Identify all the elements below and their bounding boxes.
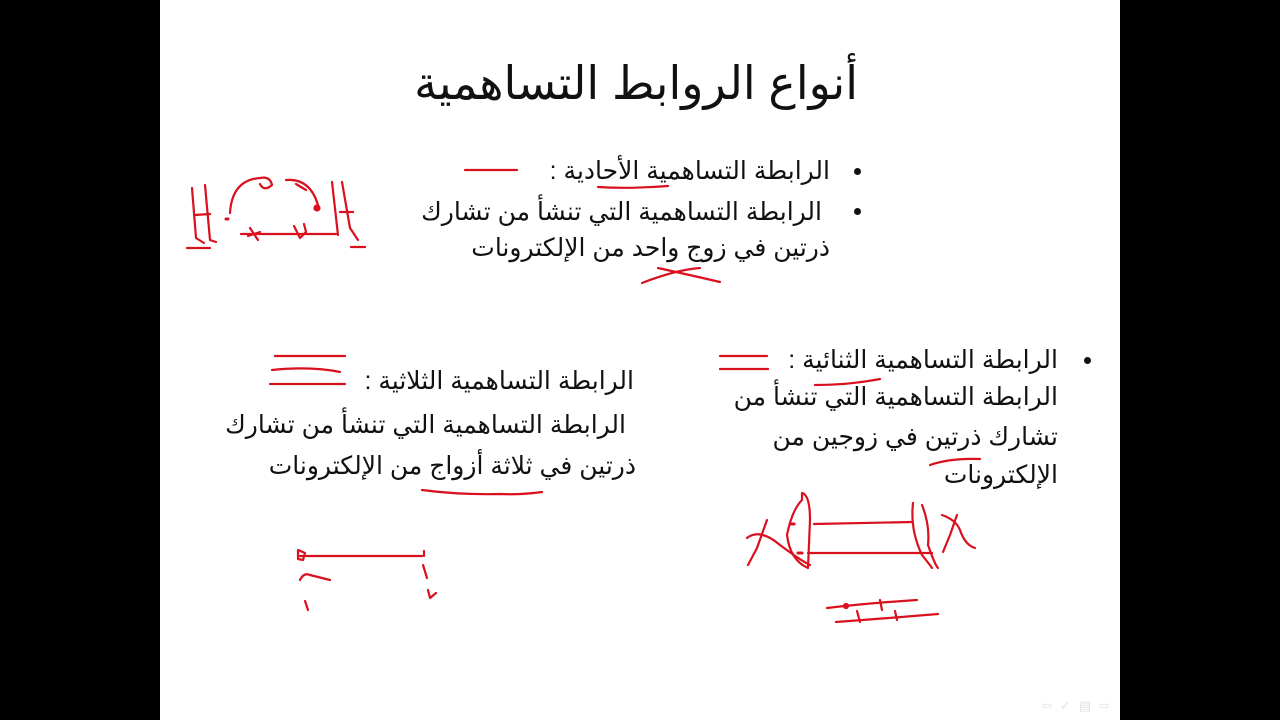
pen-tool-icon[interactable]: ✓ <box>1059 699 1071 714</box>
slideshow-nav <box>1041 699 1110 714</box>
bullet-single-heading <box>854 168 861 175</box>
x2-diagram <box>747 493 975 622</box>
previous-slide-icon[interactable]: ⇦ <box>1040 699 1052 714</box>
next-slide-icon[interactable]: ⇨ <box>1099 699 1110 714</box>
double-bond-heading: الرابطة التساهمية الثنائية : <box>788 346 1058 374</box>
single-bond-definition-line1: الرابطة التساهمية التي تنشأ من تشارك <box>421 198 822 226</box>
h2-diagram <box>187 178 365 248</box>
double-bond-definition-line2: تشارك ذرتين في زوجين من <box>772 423 1058 451</box>
double-bond-definition-line3: الإلكترونات <box>943 461 1058 489</box>
bullet-single-definition <box>854 208 861 215</box>
single-bond-heading: الرابطة التساهمية الأحادية : <box>549 157 830 185</box>
triple-bond-definition-line1: الرابطة التساهمية التي تنشأ من تشارك <box>225 411 626 439</box>
triple-bond-definition-line2: ذرتين في ثلاثة أزواج من الإلكترونات <box>268 452 636 480</box>
triple-bond-heading: الرابطة التساهمية الثلاثية : <box>364 367 634 395</box>
bullet-double-heading <box>1084 357 1091 364</box>
single-bond-definition-line2: ذرتين في زوج واحد من الإلكترونات <box>471 234 830 262</box>
slide-menu-icon[interactable]: ▤ <box>1078 699 1092 714</box>
slide-title: أنواع الروابط التساهمية <box>414 57 858 109</box>
double-bond-definition-line1: الرابطة التساهمية التي تنشأ من <box>733 383 1058 411</box>
triple-bond-diagram <box>298 550 436 610</box>
presentation-slide <box>160 0 1120 720</box>
